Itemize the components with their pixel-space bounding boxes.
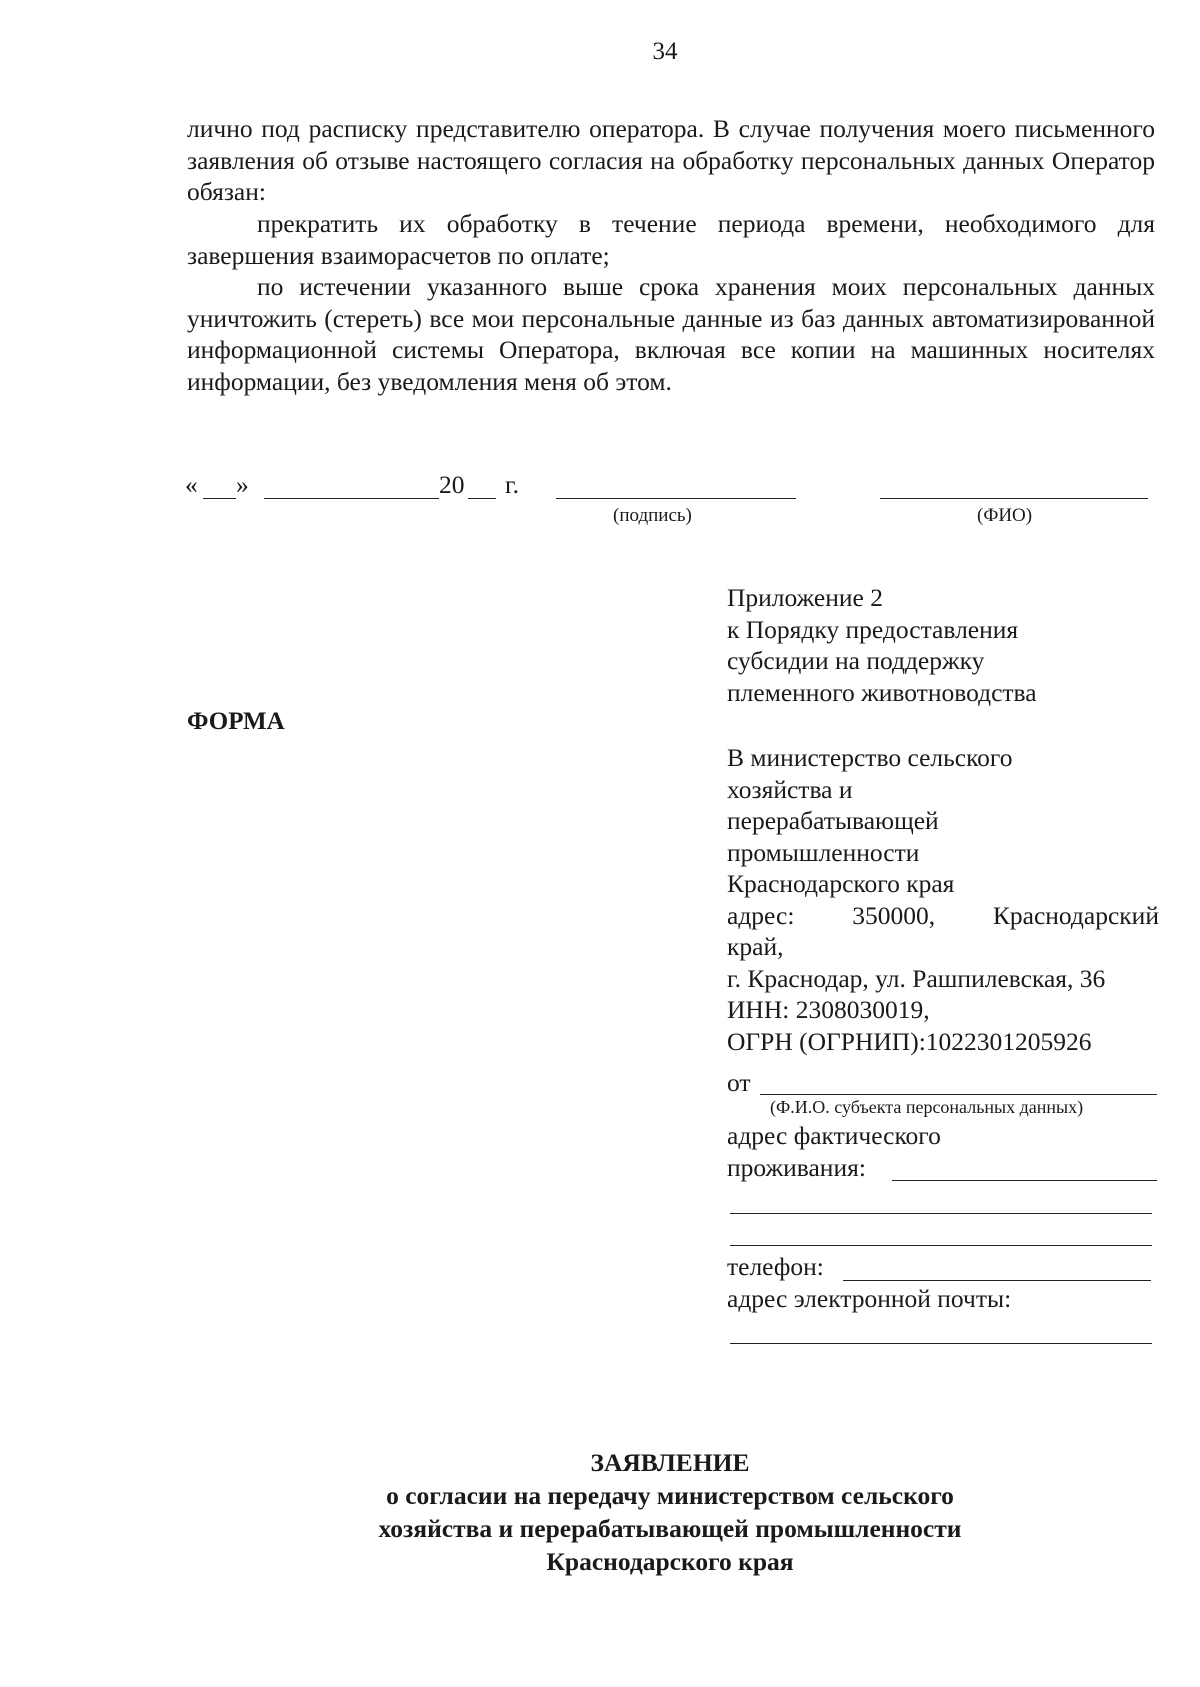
form-label: ФОРМА	[187, 708, 285, 735]
residence-blank-line	[892, 1180, 1157, 1181]
address-street: г. Краснодар, ул. Рашпилевская, 36	[727, 963, 1106, 993]
paragraph-stop-processing: прекратить их обработку в течение периода времени, необходимого для завершения взаиморасчетов по оплате;	[187, 209, 1155, 270]
fio-caption: (ФИО)	[977, 505, 1033, 526]
statement-title-line: хозяйства и перерабатывающей промышленности	[378, 1514, 962, 1543]
from-blank-line	[760, 1094, 1157, 1095]
signature-blank-line	[556, 498, 796, 499]
residence-blank-line-2	[730, 1213, 1152, 1214]
paragraph-consent-revocation: лично под расписку представителю оператора. В случае получения моего письменного заявления об отзыве настоящего согласия на обработку персональных данных Оператор обязан:	[187, 114, 1155, 206]
residence-label-cont: проживания:	[727, 1153, 866, 1182]
appendix-line: субсидии на поддержку	[727, 646, 985, 675]
addressee-line: хозяйства и	[727, 774, 853, 804]
email-blank-line	[730, 1343, 1152, 1344]
addressee-line: перерабатывающей	[727, 806, 939, 835]
phone-label: телефон:	[727, 1252, 824, 1281]
open-quote: «	[185, 470, 198, 499]
addressee-block	[727, 742, 1159, 1057]
addressee-line: В министерство сельского	[727, 743, 1013, 772]
from-caption: (Ф.И.О. субъекта персональных данных)	[770, 1097, 1084, 1117]
appendix-line: племенного животноводства	[727, 677, 1037, 707]
addressee-line: Краснодарского края	[727, 869, 955, 898]
statement-title-word: ЗАЯВЛЕНИЕ	[590, 1448, 750, 1477]
appendix-line: Приложение 2	[727, 583, 883, 612]
phone-blank-line	[843, 1280, 1151, 1281]
paragraph-destroy-data: по истечении указанного выше срока хранения моих персональных данных уничтожить (стереть) все мои персональные данные из баз данных автоматизированной информационной системы Оператора, включая все копии на машинных носителях информации, без уведомления меня об этом.	[187, 272, 1155, 396]
residence-label: адрес фактического	[727, 1121, 941, 1150]
address-label: адрес:	[727, 900, 795, 930]
year-suffix: г.	[505, 470, 519, 499]
ogrn-line: ОГРН (ОГРНИП):1022301205926	[727, 1026, 1092, 1056]
appendix-header	[727, 582, 1159, 708]
address-row	[727, 900, 1159, 932]
statement-title-line: Краснодарского края	[546, 1547, 794, 1576]
day-blank-line	[203, 498, 236, 499]
address-region-cont: край,	[727, 932, 784, 961]
appendix-line: к Порядку предоставления	[727, 614, 1019, 644]
year-blank-line	[468, 498, 496, 499]
year-prefix: 20	[439, 470, 465, 499]
email-label: адрес электронной почты:	[727, 1284, 1012, 1313]
statement-title-line: о согласии на передачу министерством сельского	[386, 1481, 954, 1510]
fio-blank-line	[880, 498, 1148, 499]
page-number: 34	[652, 38, 678, 65]
inn-line: ИНН: 2308030019,	[727, 995, 930, 1024]
from-label: от	[727, 1068, 751, 1097]
address-zip: 350000,	[852, 900, 936, 930]
month-blank-line	[264, 498, 439, 499]
addressee-line: промышленности	[727, 837, 920, 867]
residence-blank-line-3	[730, 1245, 1152, 1246]
signature-caption: (подпись)	[613, 505, 692, 526]
close-quote: »	[236, 470, 249, 499]
address-region: Краснодарский	[992, 900, 1159, 930]
statement-title	[300, 1446, 1040, 1578]
